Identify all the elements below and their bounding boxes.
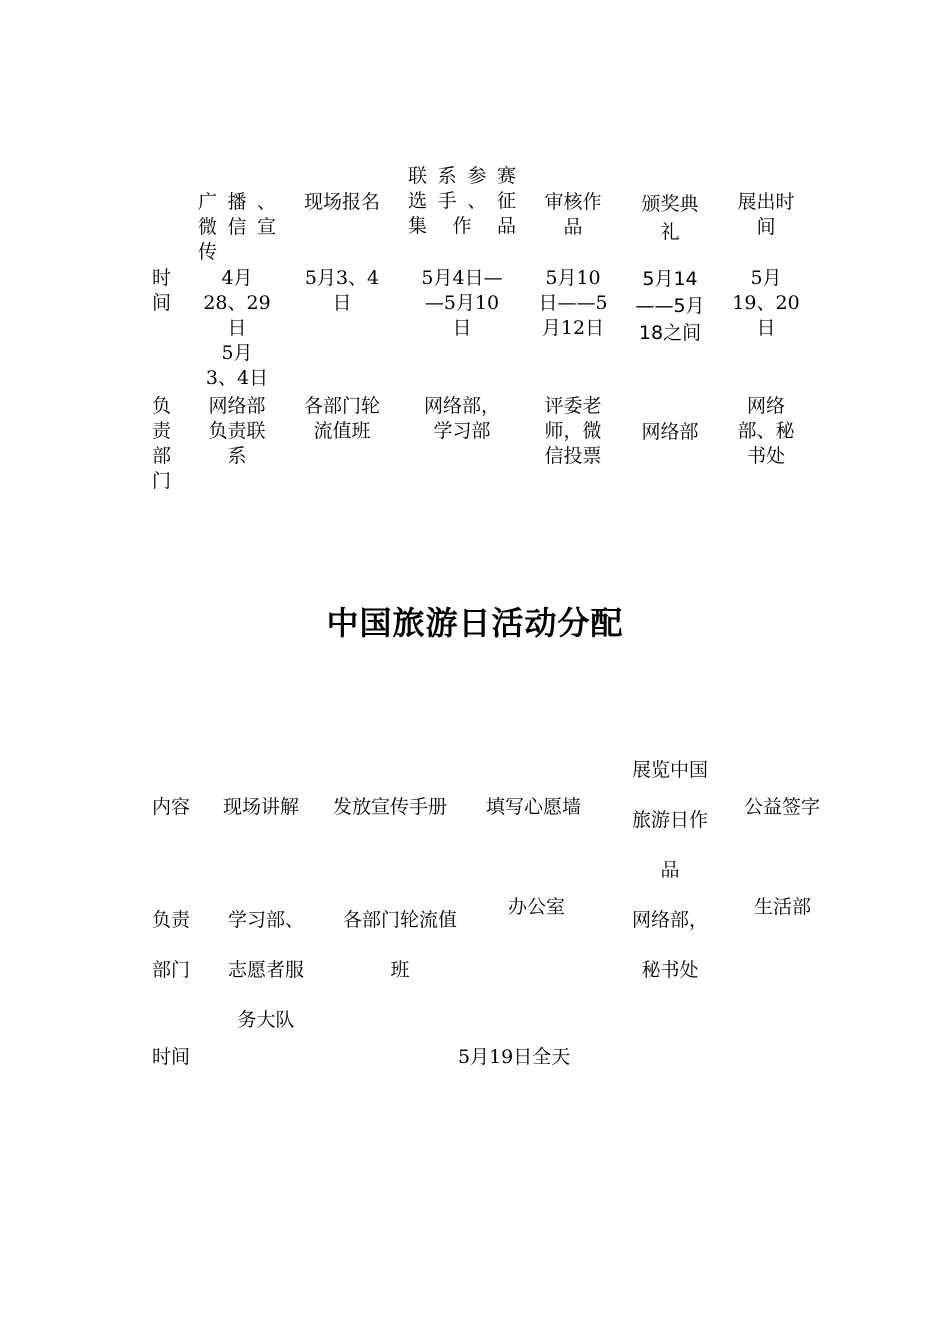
header-publicity: 广播、 微信宣 传 [198,191,276,263]
time-award-ceremony: 5月14 ——5月 18之间 [635,268,705,344]
dept-onsite-signup: 各部门轮 流值班 [303,395,380,442]
time-publicity: 4月 28、29 日 5月 3、4日 [203,267,271,389]
page-title: 中国旅游日活动分配 [326,604,624,642]
row-label-content: 内容 [152,796,191,818]
row-label-time-2: 时间 [152,1046,191,1068]
content-onsite-explanation: 现场讲解 [223,796,300,818]
time-all-day: 5月19日全天 [458,1046,571,1068]
row-label-responsible-dept: 负责 部门 [152,909,191,981]
header-review: 审核作 品 [544,191,602,238]
dept-review: 评委老 师，微 信投票 [544,395,602,467]
dept-exhibition: 网络 部、秘 书处 [737,395,795,467]
time-review: 5月10 日——5 月12日 [538,267,608,339]
content-brochures: 发放宣传手册 [333,796,448,818]
time-exhibition: 5月 19、20 日 [732,267,800,339]
header-contact-contestants: 联系参赛 选手、征 集作品 [408,165,516,237]
dept-rotating-duty: 各部门轮流值 班 [342,909,457,981]
dept-contact-contestants: 网络部， 学习部 [423,395,500,442]
content-wish-wall: 填写心愿墙 [486,796,582,818]
dept-network-secretariat: 网络部， 秘书处 [631,909,708,981]
row-label-department: 负 责 部 门 [152,395,172,492]
time-onsite-signup: 5月3、4 日 [304,267,380,314]
dept-office: 办公室 [508,896,566,918]
content-exhibition: 展览中国 旅游日作 品 [631,759,708,881]
dept-publicity: 网络部 负责联 系 [208,395,266,467]
header-exhibition-time: 展出时 间 [737,191,795,238]
dept-study-volunteers: 学习部、 志愿者服 务大队 [227,909,304,1031]
header-award-ceremony: 颁奖典 礼 [641,193,699,243]
content-charity-signing: 公益签字 [744,796,821,818]
dept-award-ceremony: 网络部 [641,421,699,443]
header-onsite-signup: 现场报名 [303,191,380,213]
dept-life: 生活部 [754,896,812,918]
time-contact-contestants: 5月4日— —5月10 日 [421,267,503,339]
row-label-time: 时 间 [152,267,172,314]
